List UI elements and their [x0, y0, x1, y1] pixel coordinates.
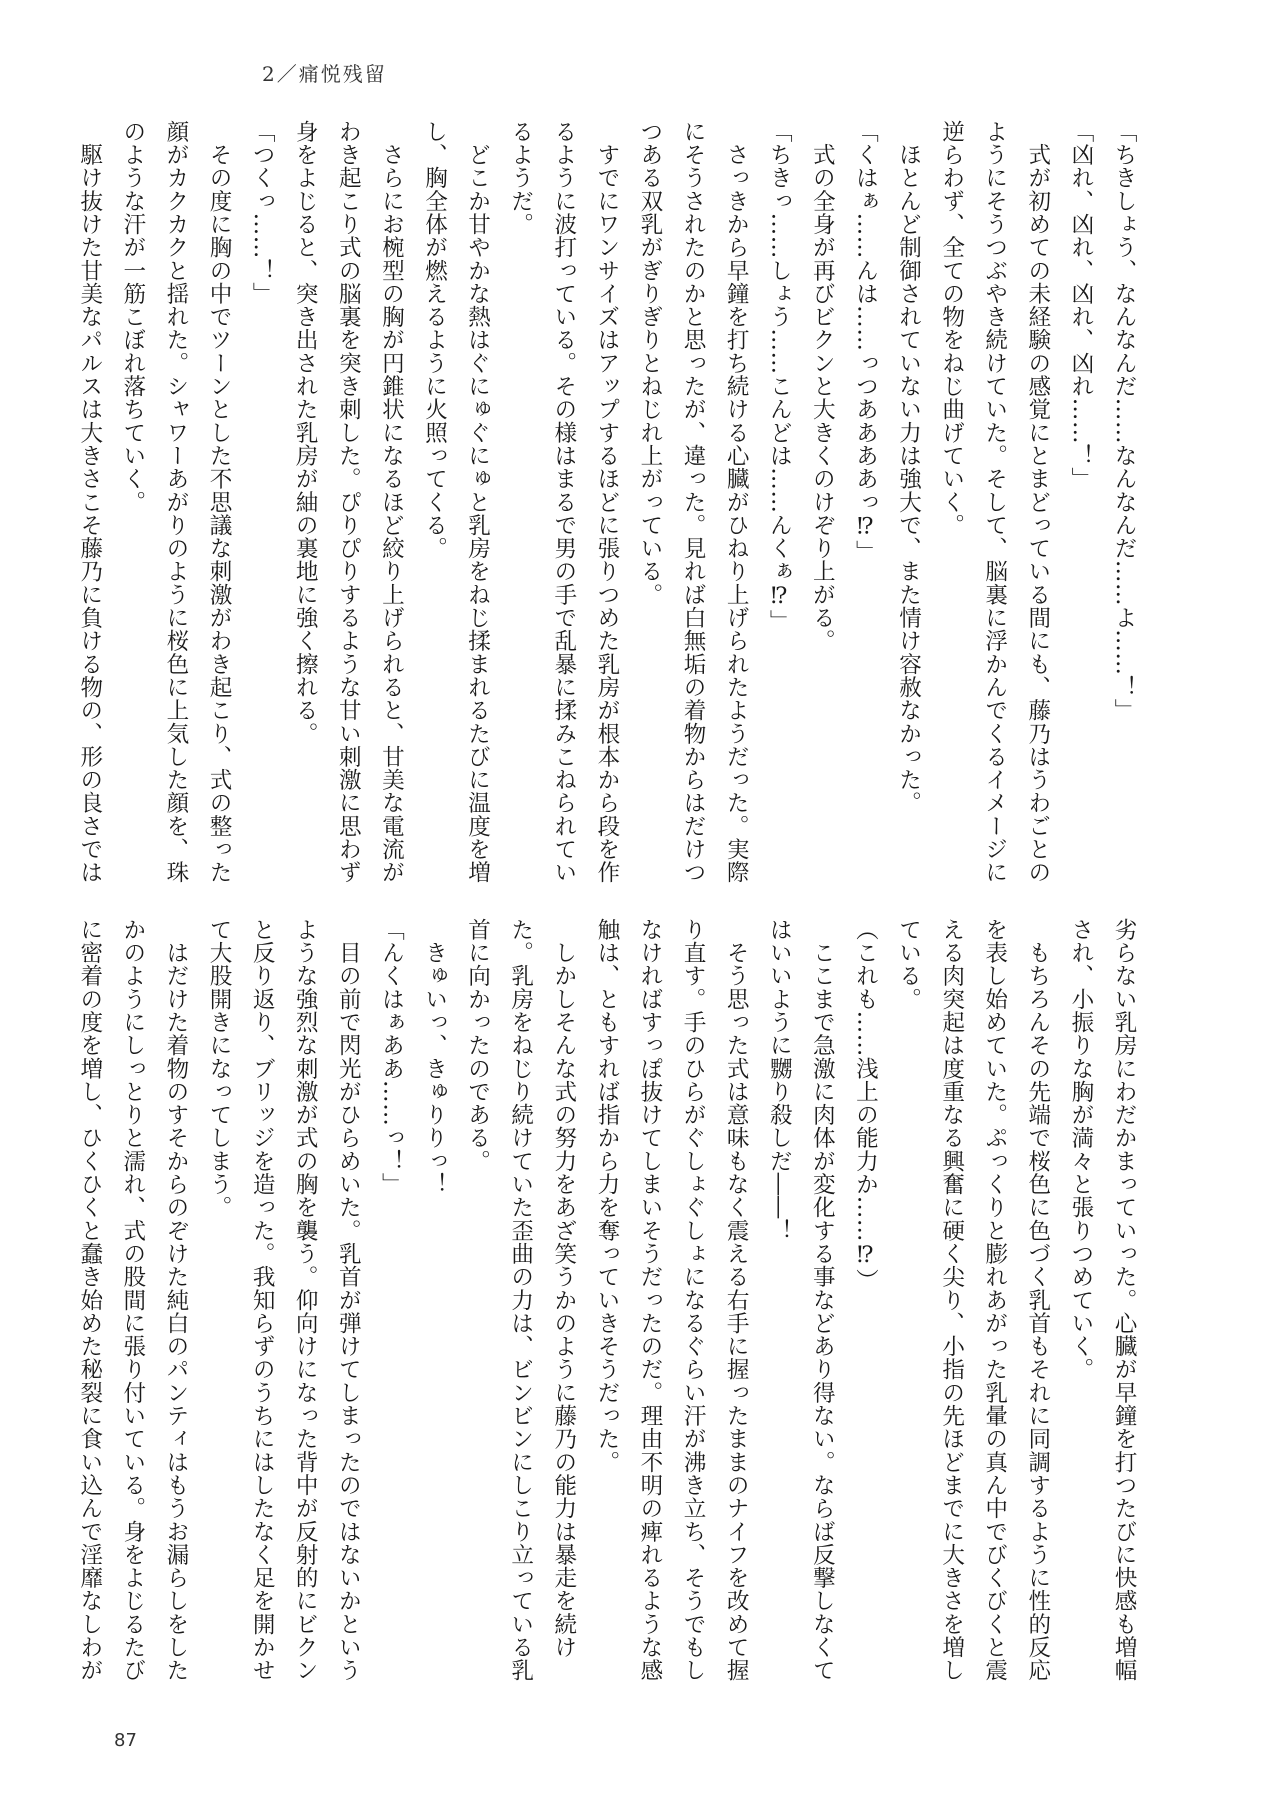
- text-line: なければすっぽ抜けてしまいそうだったのだ。理由不明の痺れるような感: [636, 918, 663, 1682]
- text-line: にそうされたのかと思ったが、違った。見れば白無垢の着物からはだけつ: [680, 120, 707, 884]
- text-line: 式が初めての未経験の感覚にとまどっている間にも、藤乃はうわごとの: [1024, 120, 1051, 884]
- text-line: 駆け抜けた甘美なパルスは大きさこそ藤乃に負ける物の、形の良さでは: [76, 120, 103, 884]
- text-line: もちろんその先端で桜色に色づく乳首もそれに同調するように性的反応: [1024, 918, 1051, 1682]
- text-line: 「んくはぁああ……っ！」: [378, 918, 405, 1196]
- text-line: るように波打っている。その様はまるで男の手で乱暴に揉みこねられてい: [550, 120, 577, 884]
- text-line: 逆らわず、全ての物をねじ曲げていく。: [938, 120, 965, 537]
- text-line: きゅいっ、きゅりりっ！: [421, 918, 448, 1196]
- text-line: 身をよじると、突き出された乳房が紬の裏地に強く擦れる。: [292, 120, 319, 746]
- text-line: える肉突起は度重なる興奮に硬く尖り、小指の先ほどまでに大きさを増し: [938, 918, 965, 1682]
- text-line: 「ちきしょう、なんなんだ……なんなんだ……よ……！」: [1111, 120, 1137, 722]
- text-line: 触は、ともすれば指から力を奪っていきそうだった。: [593, 918, 620, 1474]
- text-line: つある双乳がぎりぎりとねじれ上がっている。: [636, 120, 663, 607]
- text-line: 「くはぁ……んは……っつああああっ⁉」: [852, 120, 879, 564]
- text-line: り直す。手のひらがぐしょぐしょになるぐらい汗が沸き立ち、そうでもし: [680, 918, 707, 1682]
- text-line: 「つくっ……！」: [249, 120, 276, 306]
- text-line: わき起こり式の脳裏を突き刺した。ぴりぴりするような甘い刺激に思わず: [335, 120, 362, 884]
- text-line: ようにそうつぶやき続けていた。そして、脳裏に浮かんでくるイメージに: [981, 120, 1008, 884]
- text-line: 顔がカクカクと揺れた。シャワーあがりのように桜色に上気した顔を、珠: [162, 120, 189, 884]
- text-line: し、胸全体が燃えるように火照ってくる。: [421, 120, 448, 560]
- text-line: さらにお椀型の胸が円錐状になるほど絞り上げられると、甘美な電流が: [378, 120, 405, 884]
- text-line: ような強烈な刺激が式の胸を襲う。仰向けになった背中が反射的にビクン: [292, 918, 319, 1682]
- text-line: 首に向かったのである。: [464, 918, 491, 1173]
- text-line: さっきから早鐘を打ち続ける心臓がひねり上げられたようだった。実際: [723, 120, 750, 884]
- text-line: と反り返り、ブリッジを造った。我知らずのうちにはしたなく足を開かせ: [249, 918, 276, 1682]
- text-line: 「凶れ、凶れ、凶れ、凶れ……！」: [1067, 120, 1094, 491]
- text-line: かのようにしっとりと濡れ、式の股間に張り付いている。身をよじるたび: [119, 918, 146, 1682]
- text-line: のような汗が一筋こぼれ落ちていく。: [119, 120, 146, 514]
- text-line: はだけた着物のすそからのぞけた純白のパンティはもうお漏らしをした: [162, 918, 189, 1682]
- text-line: るようだ。: [507, 120, 534, 236]
- text-line: を表し始めていた。ぷっくりと膨れあがった乳暈の真ん中でびくびくと震: [981, 918, 1008, 1682]
- text-line: て大股開きになってしまう。: [206, 918, 233, 1219]
- text-line: 「ちきっ……しょう……こんどは……んくぁ⁉」: [766, 120, 793, 633]
- text-line: しかしそんな式の努力をあざ笑うかのように藤乃の能力は暴走を続け: [550, 918, 577, 1659]
- text-line: に密着の度を増し、ひくひくと蠢き始めた秘裂に食い込んで淫靡なしわが: [76, 918, 103, 1682]
- text-line: 目の前で閃光がひらめいた。乳首が弾けてしまったのではないかという: [335, 918, 362, 1682]
- text-line: され、小振りな胸が満々と張りつめていく。: [1067, 918, 1094, 1381]
- text-line: ほとんど制御されていない力は強大で、また情け容赦なかった。: [895, 120, 922, 815]
- page-number: 87: [114, 1730, 137, 1751]
- text-line: 劣らない乳房にわだかまっていった。心臓が早鐘を打つたびに快感も増幅: [1111, 918, 1137, 1682]
- text-line: その度に胸の中でツーンとした不思議な刺激がわき起こり、式の整った: [206, 120, 233, 884]
- text-line: すでにワンサイズはアップするほどに張りつめた乳房が根本から段を作: [593, 120, 620, 884]
- text-line: ている。: [895, 918, 922, 1011]
- upper-text-block: [76, 120, 1145, 884]
- text-line: ここまで急激に肉体が変化する事などあり得ない。ならば反撃しなくて: [809, 918, 836, 1682]
- lower-text-block: [76, 918, 1145, 1682]
- text-line: どこか甘やかな熱はぐにゅぐにゅと乳房をねじ揉まれるたびに温度を増: [464, 120, 491, 884]
- text-line: はいいように嬲り殺しだ――！: [766, 918, 793, 1243]
- text-line: 式の全身が再びビクンと大きくのけぞり上がる。: [809, 120, 836, 653]
- text-line: た。乳房をねじり続けていた歪曲の力は、ビンビンにしこり立っている乳: [507, 918, 534, 1682]
- running-head-title: 2／痛悦残留: [262, 62, 387, 86]
- text-line: そう思った式は意味もなく震える右手に握ったままのナイフを改めて握: [723, 918, 750, 1682]
- text-line: （これも……浅上の能力か……⁉）: [852, 918, 879, 1292]
